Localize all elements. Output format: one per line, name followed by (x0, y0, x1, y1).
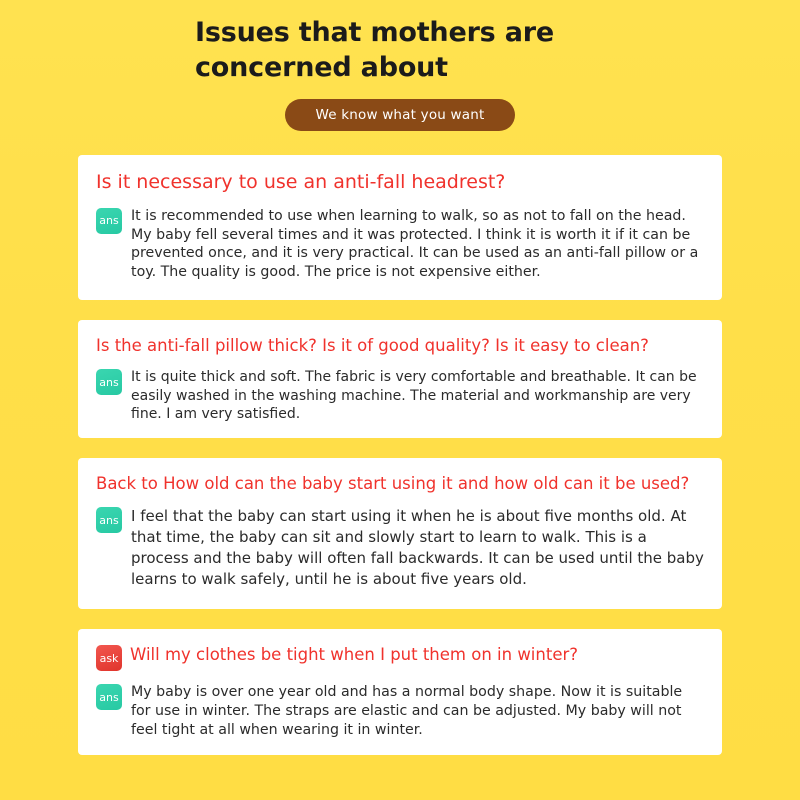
question-text: Is the anti-fall pillow thick? Is it of good quality? Is it easy to clean? (96, 335, 649, 355)
answer-badge-icon: ans (96, 684, 122, 710)
answer-text: It is recommended to use when learning to walk, so as not to fall on the head. My baby fell several times and it was protected. I think it is worth it if it can be prevented once, and it is very practical. It can be used as an anti-fall pillow or a toy. The quality is good. The price is not expensive either. (131, 207, 699, 281)
faq-item (78, 155, 722, 300)
answer-text: I feel that the baby can start using it when he is about five months old. At that time, the baby can sit and slowly start to learn to walk. This is a process and the baby will often fall backwards. It can be used until the baby learns to walk safely, until he is about five years old. (131, 507, 704, 588)
faq-list (0, 155, 800, 755)
answer-badge-icon: ans (96, 208, 122, 234)
question-row (96, 171, 704, 195)
faq-item (78, 320, 722, 438)
answer-badge-icon: ans (96, 369, 122, 395)
page-title: Issues that mothers are concerned about (195, 17, 555, 83)
subtitle-container (0, 99, 800, 131)
question-text: Back to How old can the baby start using it and how old can it be used? (96, 473, 690, 493)
answer-row (96, 506, 704, 589)
question-row (96, 645, 704, 671)
faq-item (78, 629, 722, 755)
question-row (96, 336, 704, 357)
ask-badge-icon: ask (96, 645, 122, 671)
question-text: Will my clothes be tight when I put them on in winter? (130, 645, 579, 665)
page-header (0, 0, 800, 131)
answer-row (96, 683, 704, 739)
answer-row (96, 207, 704, 282)
answer-text: My baby is over one year old and has a normal body shape. Now it is suitable for use in winter. The straps are elastic and can be adjusted. My baby will not feel tight at all when wearing it in winter. (131, 684, 683, 738)
answer-badge-icon: ans (96, 507, 122, 533)
answer-row (96, 368, 704, 423)
answer-text: It is quite thick and soft. The fabric is very comfortable and breathable. It can be easily washed in the washing machine. The material and workmanship are very fine. I am very satisfied. (131, 369, 697, 423)
question-row (96, 474, 704, 495)
subtitle-pill: We know what you want (285, 99, 514, 131)
faq-item (78, 458, 722, 609)
question-text: Is it necessary to use an anti-fall headrest? (96, 171, 506, 194)
